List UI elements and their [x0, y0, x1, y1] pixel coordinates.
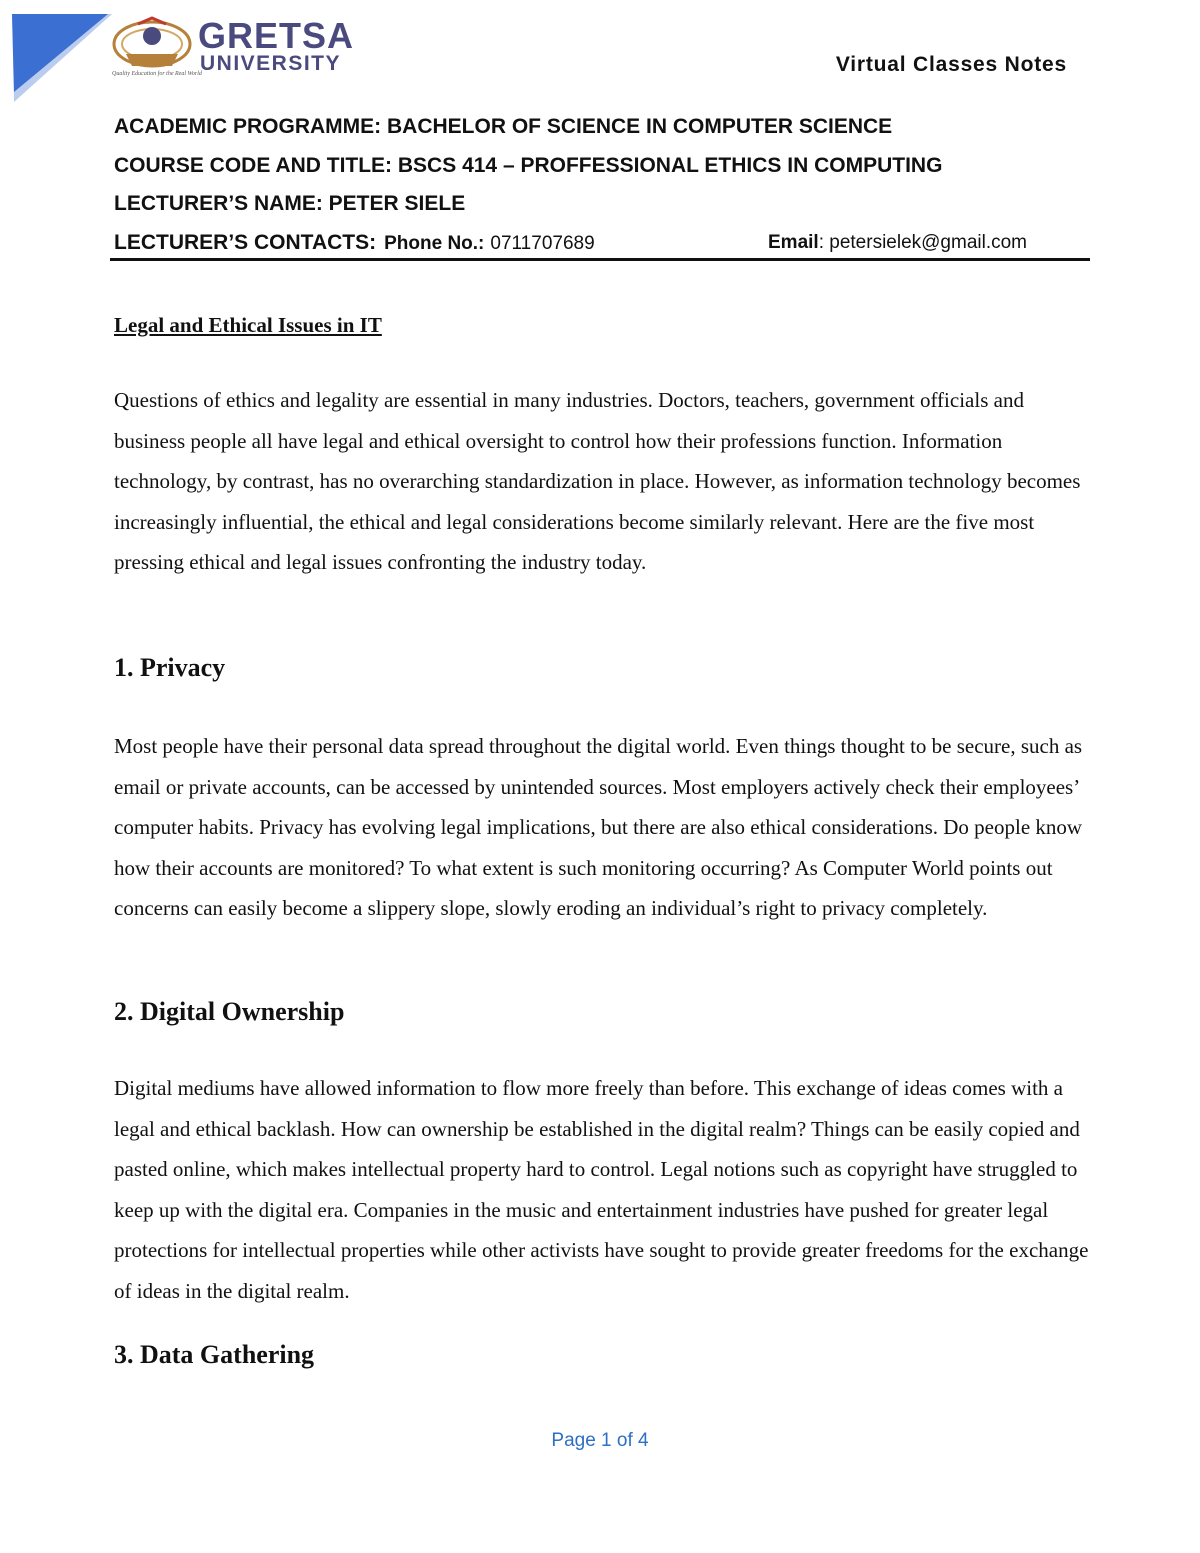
- phone-label: Phone No.:: [384, 233, 485, 254]
- email-address: : petersielek@gmail.com: [818, 232, 1028, 253]
- email-label: Email: [768, 232, 819, 253]
- intro-paragraph: Questions of ethics and legality are essential in many industries. Doctors, teachers, government officials and business people all have legal and ethical oversight to control how their professions function. Information technology, by contrast, has no overarching standardization in place. However, as information technology becomes increasingly influential, the ethical and legal considerations become similarly relevant. Here are the five most pressing ethical and legal issues confronting the industry today.: [114, 388, 1081, 575]
- crest-icon: [112, 14, 198, 76]
- logo-wordmark-gretsa: GRETSA: [198, 15, 355, 56]
- lecturer-contacts-line: [114, 228, 595, 259]
- email-line: [768, 228, 1027, 258]
- logo-tagline: Quality Education for the Real World: [112, 71, 202, 77]
- corner-decoration: [12, 14, 112, 104]
- lecturer-name-line: LECTURER’S NAME: PETER SIELE: [114, 192, 466, 215]
- programme-line: ACADEMIC PROGRAMME: BACHELOR OF SCIENCE IN COMPUTER SCIENCE: [114, 115, 893, 138]
- section-body-digital-ownership: Digital mediums have allowed information to flow more freely than before. This exchange of ideas comes with a legal and ethical backlash. How can ownership be established in the digital realm? Things can be easily copied and pasted online, which makes intellectual property hard to control. Legal notions such as copyright have struggled to keep up with the digital era. Companies in the music and entertainment industries have pushed for greater legal protections for intellectual properties while other activists have sought to provide greater freedoms for the exchange of ideas in the digital realm.: [114, 1076, 1089, 1303]
- section-heading-privacy: 1. Privacy: [114, 653, 226, 682]
- header-label: Virtual Classes Notes: [835, 53, 1067, 76]
- section-heading-data-gathering: 3. Data Gathering: [114, 1340, 315, 1369]
- document-title: Legal and Ethical Issues in IT: [114, 313, 382, 337]
- phone-number: 0711707689: [490, 233, 595, 254]
- section-body-privacy: Most people have their personal data spread throughout the digital world. Even things thought to be secure, such as email or private accounts, can be accessed by unintended sources. Most employers actively check their employees’ computer habits. Privacy has evolving legal implications, but there are also ethical considerations. Do people know how their accounts are monitored? To what extent is such monitoring occurring? As Computer World points out concerns can easily become a slippery slope, slowly eroding an individual’s right to privacy completely.: [114, 734, 1083, 921]
- header-divider: [110, 258, 1090, 261]
- page-number: Page 1 of 4: [551, 1430, 649, 1451]
- section-heading-digital-ownership: 2. Digital Ownership: [114, 997, 345, 1026]
- contacts-label: LECTURER’S CONTACTS:: [114, 231, 377, 254]
- university-logo: [112, 14, 374, 80]
- logo-wordmark-university: UNIVERSITY: [200, 52, 342, 75]
- course-code-line: COURSE CODE AND TITLE: BSCS 414 – PROFFESSIONAL ETHICS IN COMPUTING: [114, 154, 943, 177]
